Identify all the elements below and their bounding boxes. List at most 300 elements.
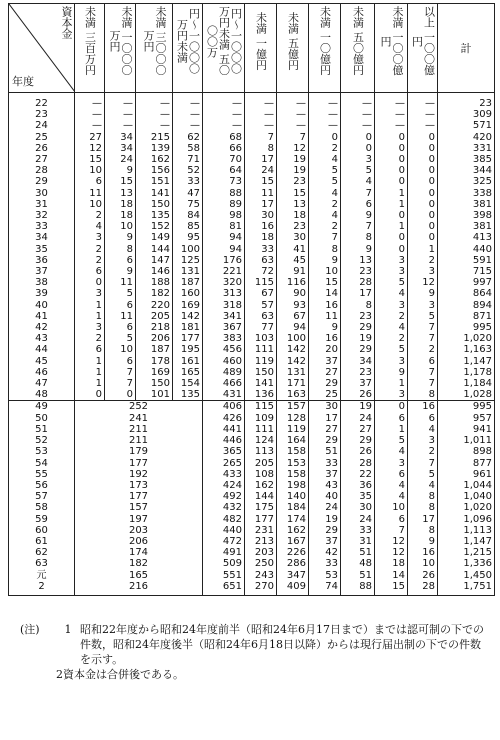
value-cell: 28	[341, 277, 375, 288]
value-cell: 431	[203, 389, 245, 401]
value-cell: 0	[375, 232, 408, 243]
total-cell: 440	[438, 244, 495, 255]
value-cell: 48	[341, 558, 375, 569]
value-cell: 70	[203, 154, 245, 165]
value-cell: 12	[277, 143, 309, 154]
value-cell: 53	[309, 570, 341, 581]
value-cell: 68	[203, 132, 245, 143]
value-cell: 0	[408, 188, 438, 199]
value-cell: 23	[341, 266, 375, 277]
total-cell: 1,147	[438, 356, 495, 367]
merged-small-capital-cell: 197	[75, 514, 203, 525]
value-cell: 11	[105, 311, 136, 322]
value-cell: 131	[277, 367, 309, 378]
value-cell: 9	[341, 244, 375, 255]
total-header	[438, 4, 495, 93]
value-cell: 265	[203, 458, 245, 469]
value-cell: 34	[105, 143, 136, 154]
total-cell: 1,336	[438, 558, 495, 569]
value-cell: 491	[203, 547, 245, 558]
value-cell: 460	[203, 356, 245, 367]
value-cell: 0	[408, 210, 438, 221]
value-cell: 18	[277, 210, 309, 221]
value-cell: 466	[203, 378, 245, 389]
value-cell: 16	[408, 547, 438, 558]
value-cell: 320	[203, 277, 245, 288]
value-cell: 4	[309, 188, 341, 199]
value-cell: 37	[341, 378, 375, 389]
merged-small-capital-cell: 173	[75, 480, 203, 491]
table-row	[9, 446, 495, 457]
value-cell: 93	[277, 300, 309, 311]
total-cell: 957	[438, 413, 495, 424]
table-row	[9, 581, 495, 596]
total-cell: 1,450	[438, 570, 495, 581]
value-cell: 13	[105, 188, 136, 199]
value-cell: 17	[245, 199, 277, 210]
value-cell: 19	[277, 165, 309, 176]
value-cell: 64	[203, 165, 245, 176]
value-cell: 221	[203, 266, 245, 277]
value-cell: 7	[408, 458, 438, 469]
year-cell: 33	[9, 221, 75, 232]
value-cell: —	[408, 120, 438, 131]
value-cell: 8	[309, 244, 341, 255]
value-cell: —	[173, 120, 203, 131]
value-cell: 73	[203, 176, 245, 187]
value-cell: 14	[375, 570, 408, 581]
value-cell: 3	[375, 255, 408, 266]
value-cell: 440	[203, 525, 245, 536]
value-cell: 7	[105, 367, 136, 378]
column-header-label: 円〜一〇〇〇万円未満 五〇〇〇万	[205, 6, 243, 76]
value-cell: 111	[245, 344, 277, 355]
value-cell: 25	[309, 389, 341, 401]
value-cell: 161	[173, 356, 203, 367]
value-cell: 30	[277, 232, 309, 243]
value-cell: 18	[105, 199, 136, 210]
value-cell: 6	[408, 356, 438, 367]
value-cell: 0	[375, 210, 408, 221]
merged-small-capital-cell: 182	[75, 558, 203, 569]
total-cell: 1,044	[438, 480, 495, 491]
year-cell: 47	[9, 378, 75, 389]
value-cell: 7	[408, 333, 438, 344]
value-cell: —	[105, 93, 136, 110]
value-cell: 482	[203, 514, 245, 525]
value-cell: 27	[341, 424, 375, 435]
value-cell: 42	[309, 547, 341, 558]
value-cell: 6	[105, 356, 136, 367]
value-cell: 9	[341, 210, 375, 221]
value-cell: 160	[173, 288, 203, 299]
value-cell: 5	[105, 333, 136, 344]
value-cell: 4	[408, 424, 438, 435]
table-row	[9, 424, 495, 435]
value-cell: 3	[375, 389, 408, 401]
total-cell: 420	[438, 132, 495, 143]
merged-small-capital-cell: 165	[75, 570, 203, 581]
value-cell: 0	[408, 221, 438, 232]
value-cell: —	[375, 120, 408, 131]
value-cell: 10	[309, 266, 341, 277]
value-cell: —	[309, 120, 341, 131]
total-cell: 385	[438, 154, 495, 165]
value-cell: —	[136, 120, 173, 131]
table-row	[9, 244, 495, 255]
value-cell: 0	[105, 389, 136, 401]
value-cell: 5	[309, 176, 341, 187]
total-header-label: 計	[460, 42, 472, 55]
year-cell: 52	[9, 435, 75, 446]
value-cell: 2	[375, 333, 408, 344]
value-cell: 23	[277, 176, 309, 187]
value-cell: 169	[173, 300, 203, 311]
value-cell: 0	[408, 176, 438, 187]
value-cell: 4	[75, 221, 105, 232]
value-cell: 432	[203, 502, 245, 513]
column-header-label: 未満 五〇億円	[351, 6, 365, 76]
value-cell: 116	[277, 277, 309, 288]
year-cell: 50	[9, 413, 75, 424]
merged-small-capital-cell: 179	[75, 446, 203, 457]
value-cell: 9	[309, 255, 341, 266]
value-cell: 22	[341, 469, 375, 480]
table-row	[9, 491, 495, 502]
year-cell: 32	[9, 210, 75, 221]
year-cell: 46	[9, 367, 75, 378]
value-cell: 135	[136, 210, 173, 221]
value-cell: 551	[203, 570, 245, 581]
value-cell: 98	[203, 210, 245, 221]
year-cell: 62	[9, 547, 75, 558]
total-cell: 325	[438, 176, 495, 187]
value-cell: 34	[105, 132, 136, 143]
value-cell: 8	[105, 244, 136, 255]
value-cell: 1	[375, 188, 408, 199]
value-cell: 150	[136, 199, 173, 210]
value-cell: 6	[105, 255, 136, 266]
value-cell: 250	[245, 558, 277, 569]
value-cell: 45	[277, 255, 309, 266]
value-cell: 16	[245, 221, 277, 232]
value-cell: 424	[203, 480, 245, 491]
value-cell: 187	[136, 344, 173, 355]
value-cell: 24	[245, 165, 277, 176]
total-cell: 961	[438, 469, 495, 480]
value-cell: 2	[408, 255, 438, 266]
value-cell: 3	[375, 356, 408, 367]
value-cell: 19	[277, 154, 309, 165]
value-cell: 181	[173, 322, 203, 333]
table-row	[9, 389, 495, 401]
value-cell: 0	[375, 176, 408, 187]
value-cell: 67	[245, 288, 277, 299]
value-cell: 51	[309, 446, 341, 457]
value-cell: 11	[75, 188, 105, 199]
column-header-label: 円〜一〇〇〇万円未満	[175, 8, 201, 74]
value-cell: 318	[203, 300, 245, 311]
value-cell: 0	[309, 132, 341, 143]
year-cell: 27	[9, 154, 75, 165]
value-cell: 29	[309, 378, 341, 389]
value-cell: 141	[245, 378, 277, 389]
column-header	[277, 4, 309, 93]
value-cell: 30	[309, 401, 341, 413]
total-cell: 331	[438, 143, 495, 154]
value-cell: 3	[75, 288, 105, 299]
value-cell: 27	[309, 367, 341, 378]
value-cell: 5	[309, 165, 341, 176]
value-cell: 152	[136, 221, 173, 232]
value-cell: 26	[408, 570, 438, 581]
value-cell: 125	[173, 255, 203, 266]
value-cell: 7	[341, 188, 375, 199]
value-cell: 341	[203, 311, 245, 322]
value-cell: 7	[309, 232, 341, 243]
year-label: 年度	[12, 75, 34, 88]
value-cell: 24	[341, 514, 375, 525]
value-cell: 165	[173, 367, 203, 378]
table-row	[9, 288, 495, 299]
value-cell: 10	[105, 221, 136, 232]
value-cell: 3	[375, 266, 408, 277]
value-cell: 10	[375, 502, 408, 513]
value-cell: 72	[245, 266, 277, 277]
merged-small-capital-cell: 192	[75, 469, 203, 480]
value-cell: —	[277, 120, 309, 131]
total-cell: 894	[438, 300, 495, 311]
value-cell: 151	[136, 176, 173, 187]
table-row	[9, 458, 495, 469]
value-cell: 651	[203, 581, 245, 596]
value-cell: 37	[309, 356, 341, 367]
column-header-label: 未満 五億円	[286, 11, 300, 71]
value-cell: 5	[375, 435, 408, 446]
table-row	[9, 401, 495, 413]
value-cell: 128	[277, 413, 309, 424]
year-cell: 2	[9, 581, 75, 596]
value-cell: 7	[408, 378, 438, 389]
value-cell: 313	[203, 288, 245, 299]
value-cell: 9	[408, 536, 438, 547]
value-cell: 51	[341, 570, 375, 581]
merged-small-capital-cell: 157	[75, 502, 203, 513]
value-cell: —	[341, 93, 375, 110]
value-cell: 215	[136, 132, 173, 143]
year-cell: 22	[9, 93, 75, 110]
header-row	[9, 4, 495, 93]
value-cell: 3	[375, 458, 408, 469]
year-cell: 37	[9, 266, 75, 277]
year-cell: 61	[9, 536, 75, 547]
value-cell: 220	[136, 300, 173, 311]
notes	[20, 622, 490, 682]
value-cell: —	[341, 109, 375, 120]
value-cell: 2	[309, 221, 341, 232]
value-cell: 27	[309, 424, 341, 435]
value-cell: 142	[277, 344, 309, 355]
value-cell: 10	[75, 165, 105, 176]
value-cell: —	[277, 109, 309, 120]
table-row	[9, 480, 495, 491]
value-cell: 365	[203, 446, 245, 457]
value-cell: 8	[408, 389, 438, 401]
value-cell: 58	[173, 143, 203, 154]
table-row	[9, 502, 495, 513]
value-cell: 88	[341, 581, 375, 596]
year-cell: 42	[9, 322, 75, 333]
year-cell: 38	[9, 277, 75, 288]
value-cell: 9	[105, 165, 136, 176]
value-cell: 8	[341, 232, 375, 243]
merged-small-capital-cell: 177	[75, 458, 203, 469]
column-header-label: 未満 三〇〇〇万円	[142, 6, 167, 76]
value-cell: 178	[136, 356, 173, 367]
column-header	[173, 4, 203, 93]
value-cell: 1	[375, 199, 408, 210]
value-cell: 18	[105, 210, 136, 221]
value-cell: 17	[309, 413, 341, 424]
value-cell: 8	[408, 525, 438, 536]
value-cell: 163	[277, 389, 309, 401]
value-cell: 115	[245, 401, 277, 413]
value-cell: 89	[203, 199, 245, 210]
merged-small-capital-cell: 174	[75, 547, 203, 558]
value-cell: 0	[375, 244, 408, 255]
column-header	[245, 4, 277, 93]
value-cell: —	[105, 109, 136, 120]
value-cell: 176	[203, 255, 245, 266]
value-cell: 2	[75, 333, 105, 344]
year-cell: 45	[9, 356, 75, 367]
total-cell: 864	[438, 288, 495, 299]
total-cell: 23	[438, 93, 495, 110]
table-row	[9, 93, 495, 110]
value-cell: 95	[173, 232, 203, 243]
column-header-label: 未満 一〇〇億円	[379, 6, 404, 76]
table-row	[9, 378, 495, 389]
value-cell: 177	[245, 514, 277, 525]
total-cell: 571	[438, 120, 495, 131]
value-cell: 6	[105, 322, 136, 333]
value-cell: 1	[75, 367, 105, 378]
value-cell: 100	[277, 333, 309, 344]
value-cell: 5	[105, 288, 136, 299]
value-cell: 36	[341, 480, 375, 491]
total-cell: 1,163	[438, 344, 495, 355]
value-cell: 29	[341, 344, 375, 355]
merged-small-capital-cell: 206	[75, 536, 203, 547]
table-row	[9, 176, 495, 187]
value-cell: 15	[309, 277, 341, 288]
total-cell: 1,215	[438, 547, 495, 558]
value-cell: 184	[277, 502, 309, 513]
column-header	[309, 4, 341, 93]
value-cell: 426	[203, 413, 245, 424]
value-cell: 142	[277, 356, 309, 367]
note-1-text: 昭和22年度から昭和24年度前半（昭和24年6月17日まで）までは認可制の下での件数，昭和24年度後半（昭和24年6月18日以降）からは現行届出制の下での件数を示す。	[80, 623, 484, 666]
value-cell: 131	[173, 266, 203, 277]
value-cell: 144	[245, 491, 277, 502]
table-row	[9, 311, 495, 322]
value-cell: 157	[277, 401, 309, 413]
merged-small-capital-cell: 211	[75, 424, 203, 435]
table-row	[9, 322, 495, 333]
year-cell: 28	[9, 165, 75, 176]
year-cell: 56	[9, 480, 75, 491]
year-cell: 35	[9, 244, 75, 255]
value-cell: 28	[408, 581, 438, 596]
value-cell: 15	[105, 176, 136, 187]
value-cell: —	[408, 93, 438, 110]
value-cell: 226	[277, 547, 309, 558]
total-cell: 344	[438, 165, 495, 176]
table-row	[9, 255, 495, 266]
value-cell: 0	[408, 154, 438, 165]
value-cell: 1	[75, 311, 105, 322]
table-row	[9, 165, 495, 176]
value-cell: 2	[408, 344, 438, 355]
value-cell: 20	[309, 344, 341, 355]
table-row	[9, 514, 495, 525]
value-cell: 15	[375, 581, 408, 596]
column-header	[105, 4, 136, 93]
value-cell: 2	[309, 143, 341, 154]
value-cell: 158	[277, 446, 309, 457]
value-cell: 81	[203, 221, 245, 232]
value-cell: —	[203, 109, 245, 120]
value-cell: —	[341, 120, 375, 131]
notes-label: (注)	[20, 623, 40, 636]
value-cell: 12	[375, 536, 408, 547]
value-cell: 17	[408, 514, 438, 525]
value-cell: 7	[105, 378, 136, 389]
value-cell: 5	[341, 165, 375, 176]
total-cell: 338	[438, 188, 495, 199]
value-cell: 10	[75, 199, 105, 210]
value-cell: 142	[173, 311, 203, 322]
value-cell: 7	[277, 132, 309, 143]
table-row	[9, 570, 495, 581]
value-cell: 101	[136, 389, 173, 401]
total-cell: 995	[438, 401, 495, 413]
year-cell: 43	[9, 333, 75, 344]
total-cell: 1,751	[438, 581, 495, 596]
value-cell: 100	[173, 244, 203, 255]
value-cell: 367	[203, 322, 245, 333]
table-row	[9, 435, 495, 446]
table-row	[9, 109, 495, 120]
value-cell: 40	[309, 491, 341, 502]
value-cell: 162	[277, 525, 309, 536]
value-cell: 17	[245, 154, 277, 165]
value-cell: 71	[173, 154, 203, 165]
value-cell: 108	[245, 469, 277, 480]
total-cell: 413	[438, 232, 495, 243]
value-cell: 0	[341, 132, 375, 143]
value-cell: 2	[375, 311, 408, 322]
merged-small-capital-cell: 211	[75, 435, 203, 446]
year-cell: 23	[9, 109, 75, 120]
value-cell: 30	[341, 502, 375, 513]
value-cell: 153	[277, 458, 309, 469]
value-cell: 1	[375, 424, 408, 435]
value-cell: 16	[408, 401, 438, 413]
year-cell: 元	[9, 570, 75, 581]
merged-small-capital-cell: 177	[75, 491, 203, 502]
year-cell: 39	[9, 288, 75, 299]
